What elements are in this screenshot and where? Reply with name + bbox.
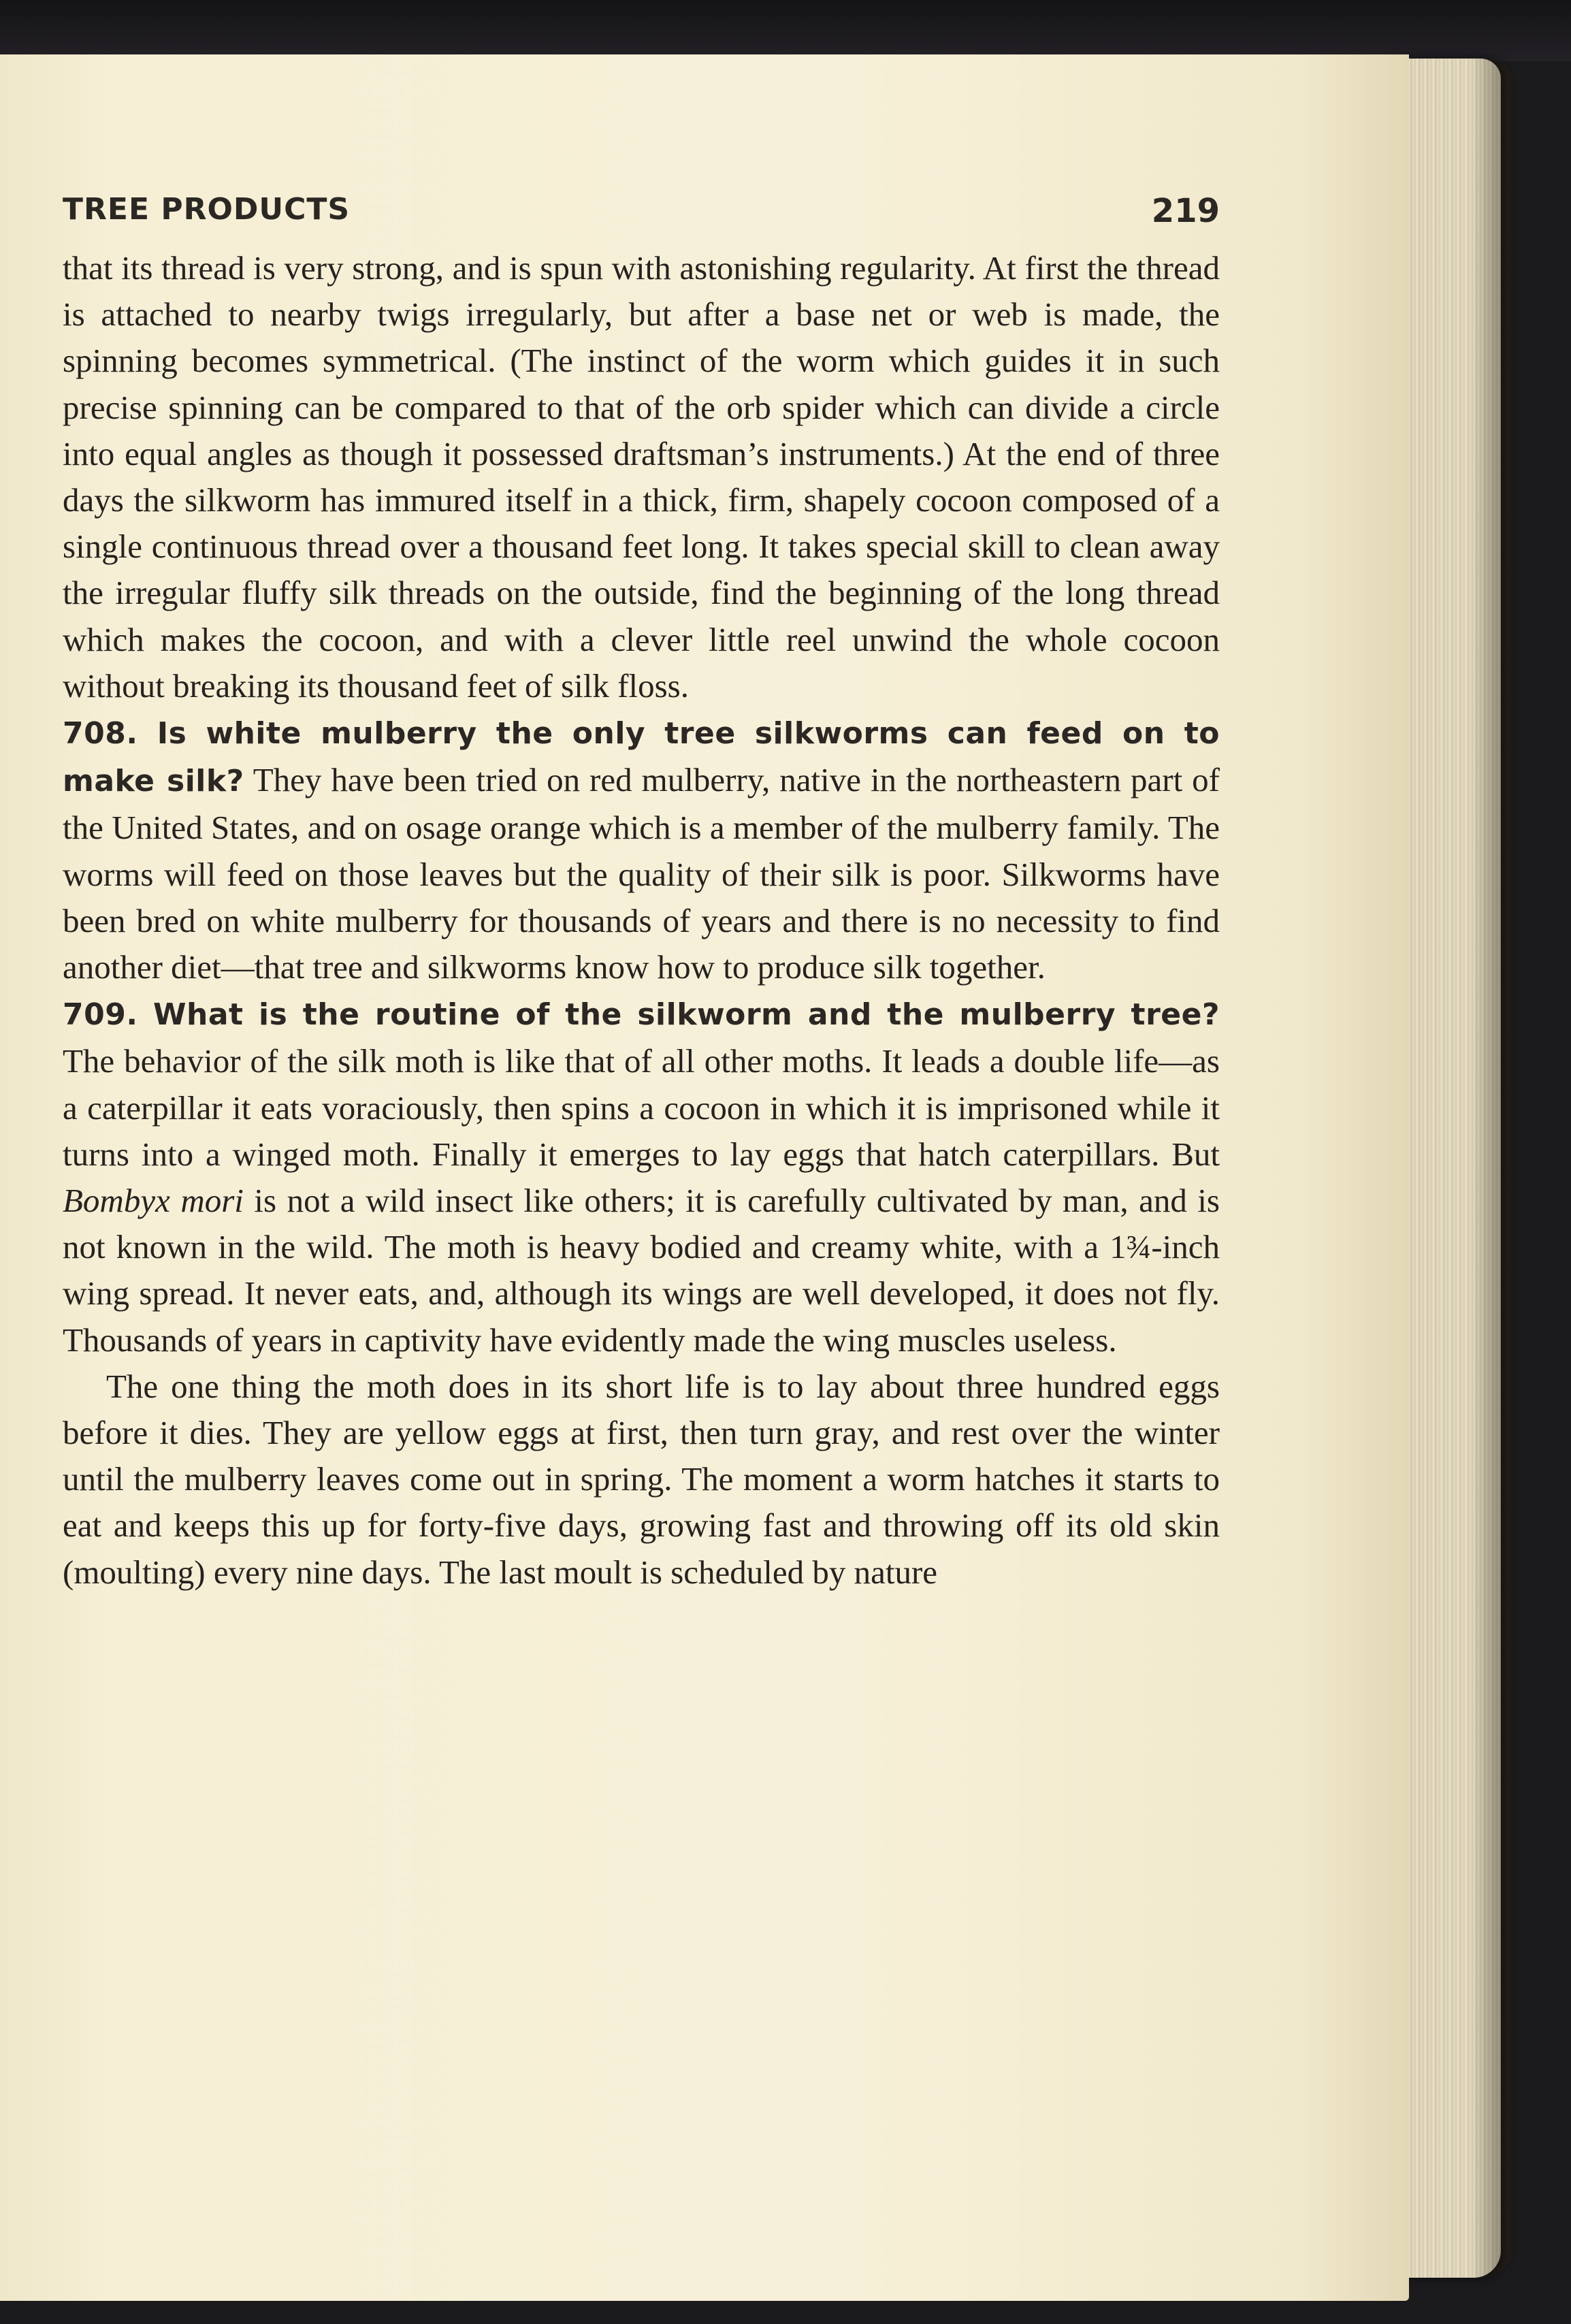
entry-709-paragraph-2: The one thing the moth does in its short life is to lay about three hundred eggs before it dies. They are yellow eggs at first, then turn gray, and rest over the winter until the mulberry leaves come out in spring. The moment a worm hatches it starts to eat and keeps this up for forty-five days, growing fast and throwing off its old skin (moulting) every nine days. The last moult is scheduled by nature <box>63 1367 1220 1591</box>
running-head: TREE PRODUCTS <box>63 192 351 227</box>
species-name: Bombyx mori <box>63 1182 244 1220</box>
answer-709-part1: The behavior of the silk moth is like that of all other moths. It leads a double life—as a caterpillar it eats voraciously, then spins a cocoon in which it is imprisoned while it turns into a winged moth. Finally it emerges to lay eggs that hatch caterpillars. But <box>63 1042 1220 1173</box>
book-edge-shadow <box>1470 59 1511 2278</box>
entry-709 <box>63 990 1220 1363</box>
question-708: 708. Is white mulberry the only tree silkworms can feed on to make silk? <box>63 716 1220 799</box>
answer-709-part2: is not a wild insect like others; it is carefully cultivated by man, and is not known in the wild. The moth is heavy bodied and creamy white, with a 1¾-inch wing spread. It never eats, and, although its wings are well developed, it does not fly. Thousands of years in captivity have evidently made the wing muscles useless. <box>63 1182 1220 1359</box>
continued-paragraph: that its thread is very strong, and is spun with astonishing regularity. At first the thread is attached to nearby twigs irregularly, but after a base net or web is made, the spinning becomes symmetrical. (The instinct of the worm which guides it in such precise spinning can be compared to that of the orb spider which can divide a circle into equal angles as though it possessed draftsman’s instruments.) At the end of three days the silkworm has immured itself in a thick, firm, shapely cocoon composed of a single continuous thread over a thousand feet long. It takes special skill to clean away the irregular fluffy silk threads on the outside, find the beginning of the long thread which makes the cocoon, and with a clever little reel unwind the whole cocoon without breaking its thousand feet of silk floss. <box>63 249 1220 705</box>
dark-backdrop <box>0 0 1571 61</box>
question-709: 709. What is the routine of the silkworm and the mulberry tree? <box>63 997 1220 1033</box>
entry-708 <box>63 709 1220 990</box>
answer-708: They have been tried on red mulberry, native in the northeastern part of the United States, and on osage orange which is a member of the mulberry family. The worms will feed on those leaves but the quality of their silk is poor. Silkworms have been bred on white mulberry for thousands of years and there is no necessity to find another diet—that tree and silkworms know how to produce silk together. <box>63 761 1220 986</box>
page-header <box>63 192 1220 233</box>
page-number: 219 <box>1151 192 1220 230</box>
page-body <box>63 245 1220 1596</box>
